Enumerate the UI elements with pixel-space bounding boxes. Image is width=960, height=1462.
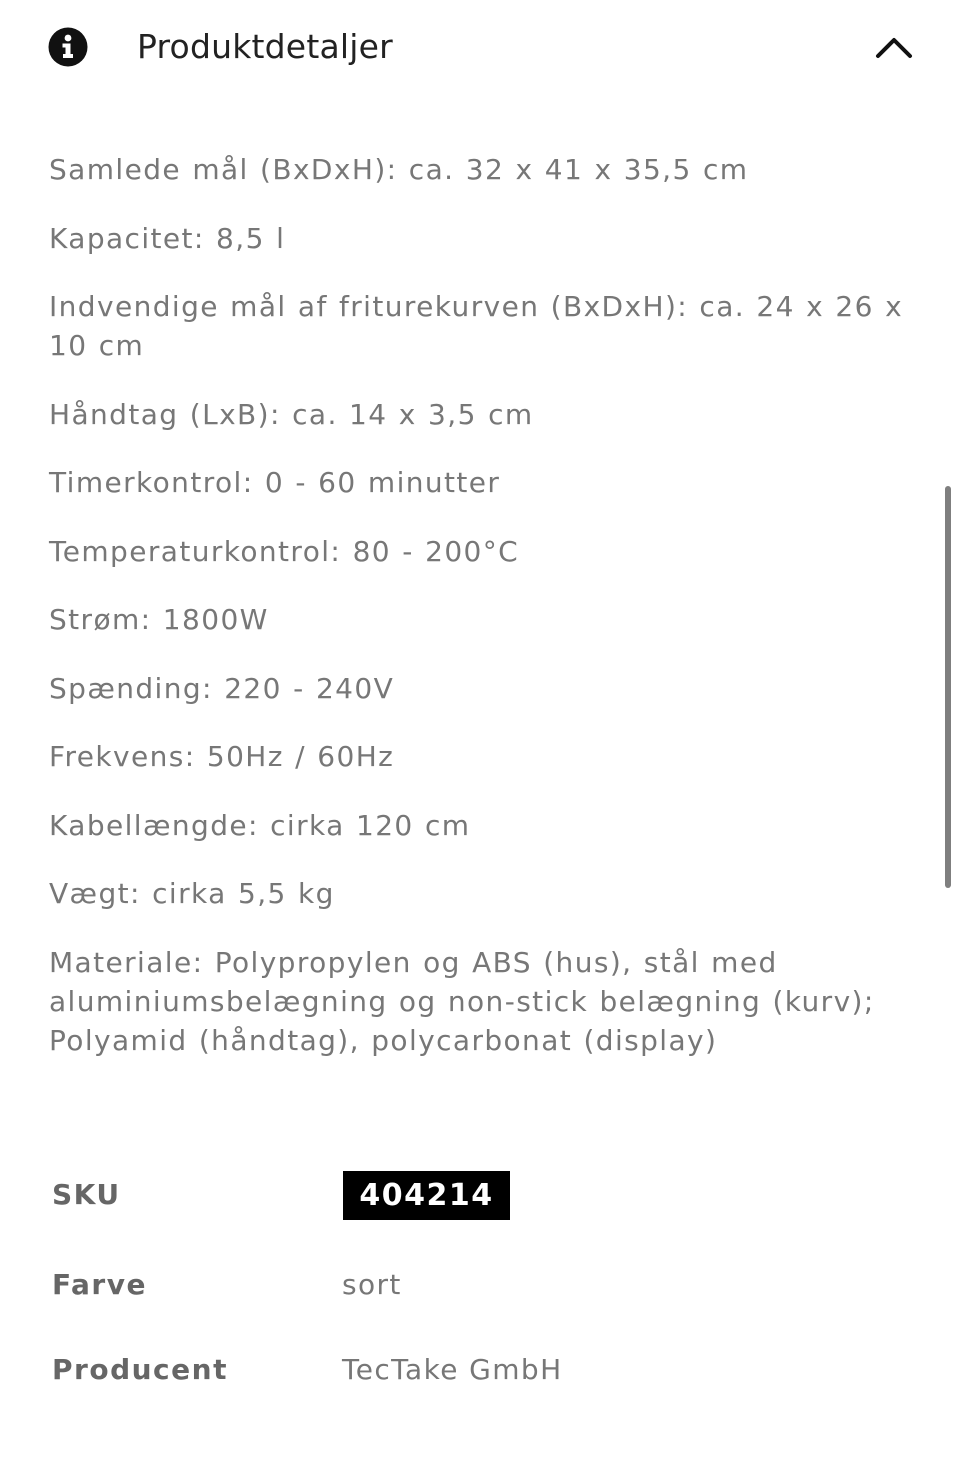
- manufacturer-value: TecTake GmbH: [342, 1353, 563, 1386]
- spec-row-sku: [52, 1170, 912, 1220]
- detail-basket-dimensions: Indvendige mål af friturekurven (BxDxH): ca. 24 x 26 x 10 cm: [49, 290, 904, 362]
- sku-badge: 404214: [343, 1171, 510, 1220]
- detail-timer: Timerkontrol: 0 - 60 minutter: [49, 466, 501, 499]
- scrollbar-thumb[interactable]: [945, 486, 951, 888]
- spec-row-manufacturer: [52, 1345, 912, 1395]
- manufacturer-label: Producent: [52, 1353, 228, 1386]
- detail-capacity: Kapacitet: 8,5 l: [49, 221, 286, 255]
- detail-power: Strøm: 1800W: [49, 603, 269, 636]
- detail-cable-length: Kabellængde: cirka 120 cm: [49, 808, 471, 842]
- product-details-accordion-header[interactable]: [0, 0, 960, 96]
- color-value: sort: [342, 1268, 402, 1301]
- info-icon: [48, 27, 88, 67]
- detail-frequency: Frekvens: 50Hz / 60Hz: [49, 740, 395, 773]
- color-label: Farve: [52, 1268, 147, 1301]
- chevron-up-icon[interactable]: [874, 34, 914, 60]
- detail-weight: Vægt: cirka 5,5 kg: [49, 877, 335, 910]
- detail-material: Materiale: Polypropylen og ABS (hus), stål med aluminiumsbelægning og non-stick belægning (kurv); Polyamid (håndtag), polycarbonat (display): [49, 945, 875, 1057]
- spec-row-color: [52, 1260, 912, 1310]
- detail-handle: Håndtag (LxB): ca. 14 x 3,5 cm: [49, 397, 534, 431]
- detail-dimensions: Samlede mål (BxDxH): ca. 32 x 41 x 35,5 cm: [49, 153, 749, 186]
- sku-label: SKU: [52, 1178, 121, 1211]
- detail-temperature: Temperaturkontrol: 80 - 200°C: [49, 534, 520, 568]
- product-details-list: [49, 150, 909, 1089]
- section-title: Produktdetaljer: [137, 27, 393, 66]
- detail-voltage: Spænding: 220 - 240V: [49, 671, 395, 705]
